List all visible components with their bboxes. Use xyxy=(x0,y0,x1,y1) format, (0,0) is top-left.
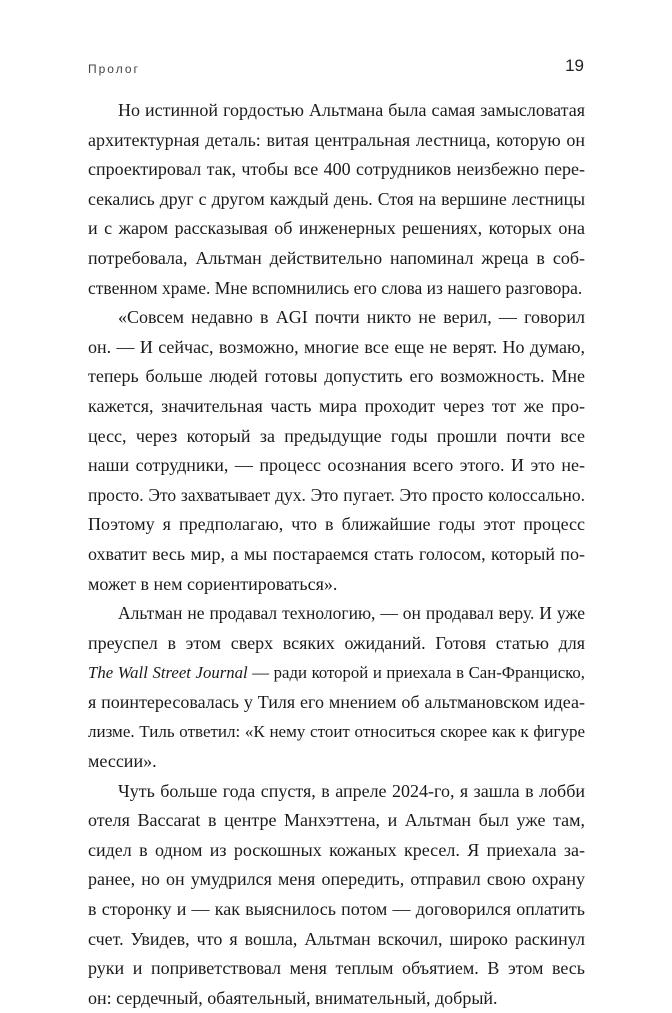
paragraph-3 xyxy=(88,599,585,777)
text-line: отеля Baccarat в центре Манхэттена, и Альтман был уже там, xyxy=(88,810,585,831)
text-line: ранее, но он умудрился меня опередить, отправил свою охрану xyxy=(88,869,585,890)
running-head: Пролог xyxy=(88,62,140,76)
text-line: лизме. Тиль ответил: «К нему стоит относиться скорее как к фигуре xyxy=(88,722,585,742)
text-line: он: сердечный, обаятельный, внимательный, добрый. xyxy=(88,987,498,1008)
text-line: теперь больше людей готовы допустить его возможность. Мне xyxy=(88,366,585,387)
text-line: счет. Увидев, что я вошла, Альтман вскочил, широко раскинул xyxy=(88,928,585,949)
text-line: «Совсем недавно в AGI почти никто не верил, — говорил xyxy=(118,307,585,328)
text-line: архитектурная деталь: витая центральная лестница, которую он xyxy=(88,129,585,150)
text-line: кажется, значительная часть мира проходит через тот же про- xyxy=(88,395,585,416)
text-line: секались друг с другом каждый день. Стоя на вершине лестницы xyxy=(88,188,585,209)
text-line: ственном храме. Мне вспомнились его слова из нашего разговора. xyxy=(88,277,583,298)
text-line: может в нем сориентироваться». xyxy=(88,573,338,594)
text-line: сидел в одном из роскошных кожаных кресел. Я приехала за- xyxy=(88,839,585,860)
text-line: Поэтому я предполагаю, что в ближайшие годы этот процесс xyxy=(88,514,585,535)
text-run: — ради которой и приехала в Сан-Франциско, xyxy=(247,663,585,683)
text-line: цесс, через который за предыдущие годы прошли почти все xyxy=(88,425,585,446)
text-line: Но истинной гордостью Альтмана была самая замысловатая xyxy=(118,100,585,120)
text-line: руки и поприветствовал меня теплым объятием. В этом весь xyxy=(88,958,585,979)
text-line: спроектировал так, чтобы все 400 сотрудников неизбежно пере- xyxy=(88,159,585,180)
journal-title: The Wall Street Journal xyxy=(88,663,248,683)
text-line: и с жаром рассказывая об инженерных решениях, которых она xyxy=(88,218,585,239)
paragraph-4 xyxy=(88,777,585,1013)
text-line: я поинтересовалась у Тиля его мнением об альтмановском идеа- xyxy=(88,691,585,712)
text-line: охватит весь мир, а мы постараемся стать голосом, который по- xyxy=(88,543,585,564)
text-line: мессии». xyxy=(88,751,157,772)
text-line xyxy=(88,658,585,688)
text-line: потребовала, Альтман действительно напоминал жреца в соб- xyxy=(88,247,585,268)
paragraph-2 xyxy=(88,303,585,599)
paragraph-1 xyxy=(88,96,585,303)
text-line: Чуть больше года спустя, в апреле 2024-го, я зашла в лобби xyxy=(118,780,585,801)
page-number: 19 xyxy=(565,56,584,75)
text-line: в сторонку и — как выяснилось потом — договорился оплатить xyxy=(88,899,585,920)
text-line: просто. Это захватывает дух. Это пугает. Это просто колоссально. xyxy=(88,484,585,505)
text-line: Альтман не продавал технологию, — он продавал веру. И уже xyxy=(118,603,585,624)
body-text xyxy=(88,96,585,1013)
text-line: он. — И сейчас, возможно, многие все еще не верят. Но думаю, xyxy=(88,336,585,357)
text-line: преуспел в этом сверх всяких ожиданий. Готовя статью для xyxy=(88,632,585,653)
text-line: наши сотрудники, — процесс осознания всего этого. И это не- xyxy=(88,455,585,476)
